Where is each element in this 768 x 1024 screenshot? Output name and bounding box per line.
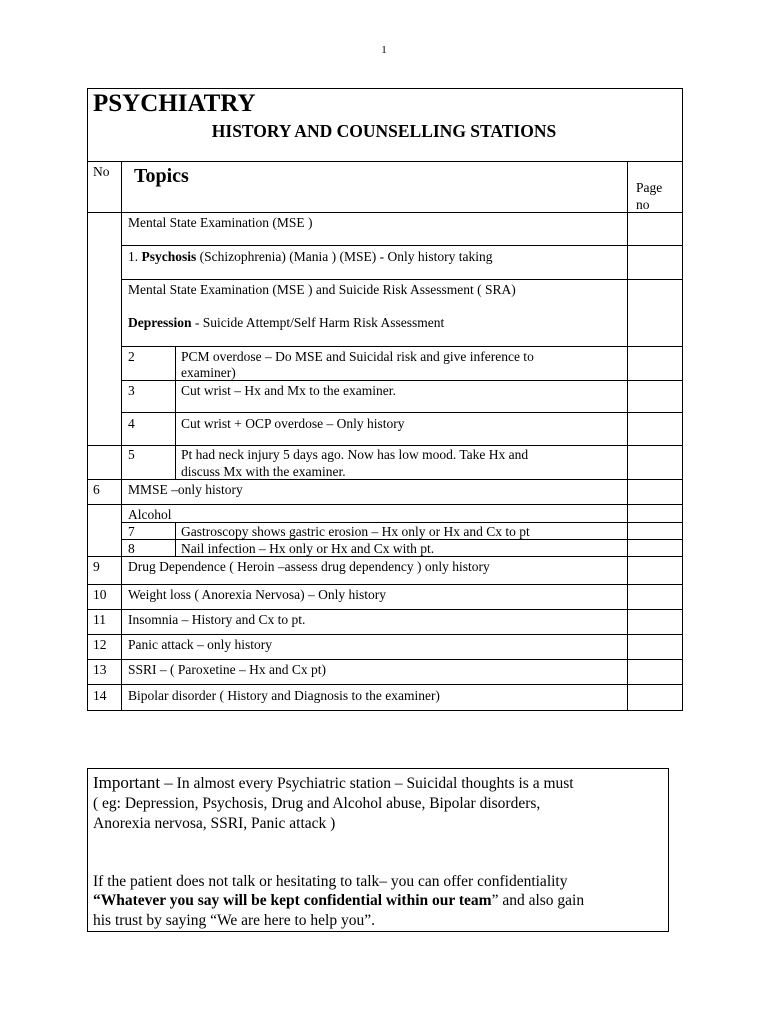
page-number: 1 [381,44,387,56]
row-topic: Nail infection – Hx only or Hx and Cx with pt. [181,541,435,556]
row-number: 7 [128,524,135,539]
row-topic: Gastroscopy shows gastric erosion – Hx only or Hx and Cx to pt [181,524,530,539]
row-divider [87,504,683,505]
alcohol-label: Alcohol [128,507,172,522]
note-line [93,773,574,794]
psychosis-bold: Psychosis [141,249,197,264]
row-divider [121,279,683,280]
row-divider [121,346,683,347]
row-divider [87,584,683,585]
row-number: 4 [128,416,135,431]
row-topic: Bipolar disorder ( History and Diagnosis to the examiner) [128,688,440,703]
row-divider [121,245,683,246]
mse-label: Mental State Examination (MSE ) [128,215,313,230]
psychosis-row [128,248,492,265]
row-topic-continued: examiner) [181,365,236,380]
document-title: PSYCHIATRY [93,90,256,117]
psychosis-prefix: 1. [128,249,142,264]
note-line-5 [93,891,584,911]
page-column-divider [627,161,628,711]
no-column-divider [121,161,122,711]
psychosis-rest: (Schizophrenia) (Mania ) (MSE) - Only history taking [196,249,493,264]
depression-rest: - Suicide Attempt/Self Harm Risk Assessment [191,315,445,330]
header-divider [87,161,683,162]
row-number: 9 [93,559,100,574]
row-topic: Panic attack – only history [128,637,272,652]
sub-column-divider [175,522,176,556]
depression-row [128,314,444,331]
sub-column-divider [175,346,176,479]
row-number: 6 [93,482,100,497]
row-number: 12 [93,637,107,652]
row-number: 5 [128,447,135,462]
row-number: 2 [128,349,135,364]
confidential-quote: “Whatever you say will be kept confidential within our team [93,892,492,909]
quote-end: ” and also gain [491,892,585,909]
row-topic: MMSE –only history [128,482,243,497]
row-divider [87,659,683,660]
note-line-1: In almost every Psychiatric station – Suicidal thoughts is a must [172,775,574,792]
row-divider [87,609,683,610]
note-line-3: Anorexia nervosa, SSRI, Panic attack ) [93,815,336,832]
row-number: 10 [93,587,107,602]
row-divider [87,684,683,685]
column-header-page: Page no [636,180,663,212]
row-topic: Insomnia – History and Cx to pt. [128,612,306,627]
document-subtitle: HISTORY AND COUNSELLING STATIONS [211,121,557,141]
row-number: 14 [93,688,107,703]
row-topic: SSRI – ( Paroxetine – Hx and Cx pt) [128,662,326,677]
note-line-6: his trust by saying “We are here to help you”. [93,912,375,929]
row-divider [87,634,683,635]
row-topic: PCM overdose – Do MSE and Suicidal risk and give inference to [181,349,534,364]
row-divider [121,412,683,413]
row-number: 11 [93,612,106,627]
row-topic: Drug Dependence ( Heroin –assess drug dependency ) only history [128,559,490,574]
mse-sra-label: Mental State Examination (MSE ) and Suicide Risk Assessment ( SRA) [128,282,516,297]
row-topic-continued: discuss Mx with the examiner. [181,464,346,479]
column-header-no: No [93,164,110,179]
row-topic: Cut wrist + OCP overdose – Only history [181,416,405,431]
row-number: 8 [128,541,135,556]
note-line-2: ( eg: Depression, Psychosis, Drug and Alcohol abuse, Bipolar disorders, [93,795,541,812]
row-topic: Cut wrist – Hx and Mx to the examiner. [181,383,396,398]
row-topic: Weight loss ( Anorexia Nervosa) – Only history [128,587,386,602]
row-number: 3 [128,383,135,398]
column-header-topics: Topics [134,165,189,187]
note-line-4: If the patient does not talk or hesitating to talk– you can offer confidentiality [93,873,568,890]
depression-bold: Depression [128,315,192,330]
row-number: 13 [93,662,107,677]
important-label: Important – [93,773,173,792]
row-divider [87,479,683,480]
row-divider [87,212,683,213]
row-topic: Pt had neck injury 5 days ago. Now has low mood. Take Hx and [181,447,529,462]
